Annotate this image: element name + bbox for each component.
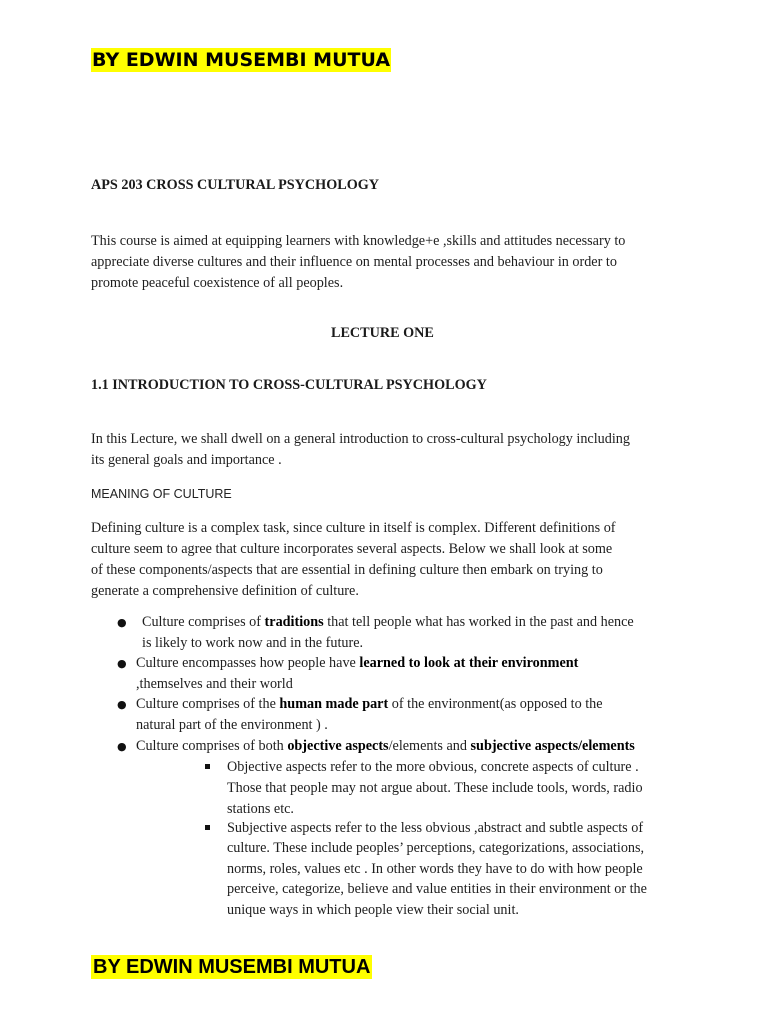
bullet-dot: ● <box>117 616 127 629</box>
sub-bullet-line: stations etc. <box>227 801 294 817</box>
lecture-label: LECTURE ONE <box>331 325 434 341</box>
sub-bullet-line: Those that people may not argue about. These include tools, words, radio <box>227 780 643 796</box>
sub-bullet-line: norms, roles, values etc . In other words they have to do with how people <box>227 861 643 877</box>
lecture-intro <box>91 429 691 471</box>
sub-bullet-line: unique ways in which people view their social unit. <box>227 902 519 918</box>
meaning-paragraph-line: Defining culture is a complex task, since culture in itself is complex. Different definitions of <box>91 520 616 536</box>
meaning-paragraph-line: generate a comprehensive definition of culture. <box>91 583 359 599</box>
author-banner-top: BY EDWIN MUSEMBI MUTUA <box>92 49 391 71</box>
lecture-intro-line: In this Lecture, we shall dwell on a general introduction to cross-cultural psychology including <box>91 431 630 447</box>
author-banner-bottom: BY EDWIN MUSEMBI MUTUA <box>93 956 371 978</box>
bullet-text: Culture encompasses how people have learned to look at their environment <box>136 655 579 671</box>
bullet-dot: ● <box>117 740 127 753</box>
course-description-line: appreciate diverse cultures and their influence on mental processes and behaviour in order to <box>91 254 617 270</box>
sub-bullet-line: Subjective aspects refer to the less obvious ,abstract and subtle aspects of <box>227 820 644 836</box>
bullet-text-continued: is likely to work now and in the future. <box>142 635 364 651</box>
course-description-line: This course is aimed at equipping learners with knowledge+e ,skills and attitudes necessary to <box>91 233 626 249</box>
section-title: 1.1 INTRODUCTION TO CROSS-CULTURAL PSYCHOLOGY <box>91 377 487 393</box>
course-title: APS 203 CROSS CULTURAL PSYCHOLOGY <box>91 177 380 193</box>
lecture-intro-line: its general goals and importance . <box>91 452 282 468</box>
bullet-text-continued: natural part of the environment ) . <box>136 717 328 733</box>
bullet-text: Culture comprises of both objective aspects/elements and subjective aspects/elements <box>136 738 635 754</box>
course-description <box>91 231 691 294</box>
sub-bullet-line: perceive, categorize, believe and value entities in their environment or the <box>227 881 647 897</box>
meaning-paragraph-line: of these components/aspects that are essential in defining culture then embark on trying to <box>91 562 603 578</box>
bullet-text: Culture comprises of traditions that tell people what has worked in the past and hence <box>142 614 634 630</box>
course-description-line: promote peaceful coexistence of all peoples. <box>91 275 344 291</box>
square-bullet <box>205 764 210 769</box>
square-bullet <box>205 825 210 830</box>
sub-bullet-line: culture. These include peoples’ perceptions, categorizations, associations, <box>227 840 645 856</box>
meaning-paragraph <box>91 518 691 602</box>
bullet-dot: ● <box>117 698 127 711</box>
bullet-dot: ● <box>117 657 127 670</box>
meaning-heading: MEANING OF CULTURE <box>91 487 232 501</box>
sub-bullet-line: Objective aspects refer to the more obvious, concrete aspects of culture . <box>227 759 639 775</box>
meaning-paragraph-line: culture seem to agree that culture incorporates several aspects. Below we shall look at some <box>91 541 613 557</box>
bullet-text: Culture comprises of the human made part of the environment(as opposed to the <box>136 696 603 712</box>
bullet-text-continued: ,themselves and their world <box>136 676 293 692</box>
